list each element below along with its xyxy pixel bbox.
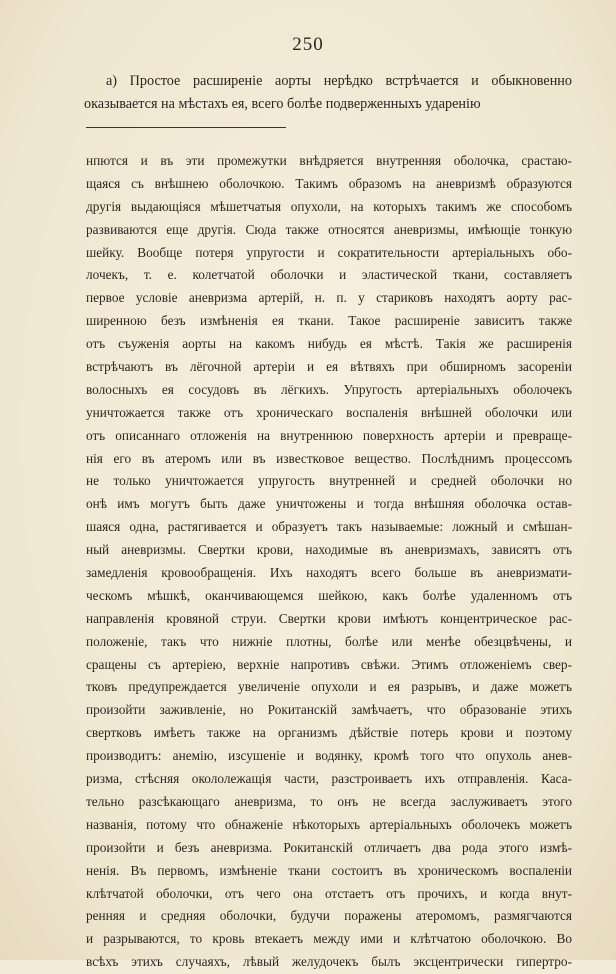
text-line: отъ съуженiя аорты на какомъ нибудь ея мѣстѣ. Такiя же расширенiя xyxy=(86,336,572,352)
text-line: направленiя кровяной струи. Свертки крови имѣютъ концентрическое рас- xyxy=(86,610,572,626)
text-line: шаяся одна, растягивается и образуетъ такъ называемые: ложный и смѣшан- xyxy=(86,519,572,535)
text-line: производитъ: анемiю, изсушенiе и водянку, кромѣ того что опухоль анев- xyxy=(86,748,572,764)
text-line: встрѣчаютъ въ лёгочной артерiи и ея вѣтвяхъ при обширномъ засоренiи xyxy=(86,359,572,375)
text-line: лочекъ, т. е. колетчатой оболочки и эластической ткани, составляетъ xyxy=(86,267,572,283)
section-divider xyxy=(86,127,286,128)
text-line: произойти заживленiе, но Рокитанскiй замѣчаетъ, что образованiе этихъ xyxy=(86,702,572,718)
text-line: уничтожается также отъ хроническаго воспаленiя внѣшней оболочки или xyxy=(86,404,572,420)
text-line: шейку. Вообще потеря упругости и сократительности артерiальныхъ обо- xyxy=(86,244,572,260)
text-line: волосныхъ ея сосудовъ въ лёгкихъ. Упругость артерiальныхъ оболочекъ xyxy=(86,381,572,397)
text-line: развиваются еще другiя. Сюда также относятся аневризмы, имѣющiе тонкую xyxy=(86,221,572,237)
text-line: ризма, стѣсняя окололежащiя части, разстроиваетъ ихъ отправленiя. Каса- xyxy=(86,771,572,787)
text-line: свертковъ имѣетъ также на организмъ дѣйствiе потерь крови и поэтому xyxy=(86,725,572,741)
text-line: замедленiя кровообращенiя. Ихъ находятъ всего больше въ аневризмати- xyxy=(86,565,572,581)
body-text-block xyxy=(86,150,572,974)
text-line: ный аневризмы. Свертки крови, находимые въ аневризмахъ, зависятъ отъ xyxy=(86,542,572,558)
text-line: тковъ предупреждается увеличенiе опухоли и ея разрывъ, и даже можетъ xyxy=(86,679,572,695)
top-paragraph-text: а) Простое расширенiе аорты нерѣдко встрѣчается и обыкновенно оказывается на мѣстахъ ея, всего болѣе подверженныхъ ударенiю xyxy=(84,73,572,112)
text-line: тельно разсѣкающаго аневризма, то онъ не всегда заслуживаетъ этого xyxy=(86,793,572,809)
text-line: щаяся съ внѣшнею оболочкою. Такимъ образомъ на аневризмѣ образуются xyxy=(86,175,572,191)
text-line: клѣтчатой оболочки, отъ чего она отстаетъ отъ прочихъ, и когда внут- xyxy=(86,885,572,901)
text-line: нiя его въ атеромъ или въ известковое вещество. Послѣднимъ процессомъ xyxy=(86,450,572,466)
top-paragraph xyxy=(84,70,572,116)
text-line: нпются и въ эти промежутки внѣдряется внутренняя оболочка, срастаю- xyxy=(86,153,572,168)
text-line: ренняя и средняя оболочки, будучи поражены атеромомъ, размягчаются xyxy=(86,908,572,924)
text-line: онѣ имъ могутъ быть даже уничтожены и тогда внѣшняя оболочка остав- xyxy=(86,496,572,512)
text-line: сращены съ артерiею, верхнiе напротивъ свѣжи. Этимъ отложенiемъ свер- xyxy=(86,656,572,672)
text-line: ческомъ мѣшкѣ, оканчивающемся шейкою, какъ болѣе удаленномъ отъ xyxy=(86,587,572,603)
text-line: названiя, потому что обнаженiе нѣкоторыхъ артерiальныхъ оболочекъ можетъ xyxy=(86,816,572,832)
text-line: другiя выдающiяся мѣшетчатыя опухоли, на которыхъ такимъ же способомъ xyxy=(86,198,572,214)
text-line: не только уничтожается упругость внутренней и средней оболочки но xyxy=(86,473,572,489)
text-line: всѣхъ этихъ случаяхъ, лѣвый желудочекъ былъ эксцентрически гипертро- xyxy=(86,954,572,970)
text-line: ширенною безъ измѣненiя ея ткани. Такое расширенiе зависитъ также xyxy=(86,313,572,329)
page-number: 250 xyxy=(292,34,324,55)
text-line: отъ описаннаго отложенiя на внутреннюю поверхность артерiи и превраще- xyxy=(86,427,572,443)
text-line: ненiя. Въ первомъ, измѣненiе ткани состоитъ въ хроническомъ воспаленiи xyxy=(86,862,572,878)
text-line: первое условiе аневризма артерiй, н. п. у стариковъ находятъ аорту рас- xyxy=(86,290,572,306)
text-line: положенiе, такъ что нижнiе плотны, болѣе или менѣе обезцвѣчены, и xyxy=(86,633,572,649)
text-line: произойти и безъ аневризма. Рокитанскiй отличаетъ два рода этого измѣ- xyxy=(86,839,572,855)
text-line: и разрываются, то кровь втекаетъ между ими и клѣтчатою оболочкою. Во xyxy=(86,931,572,947)
